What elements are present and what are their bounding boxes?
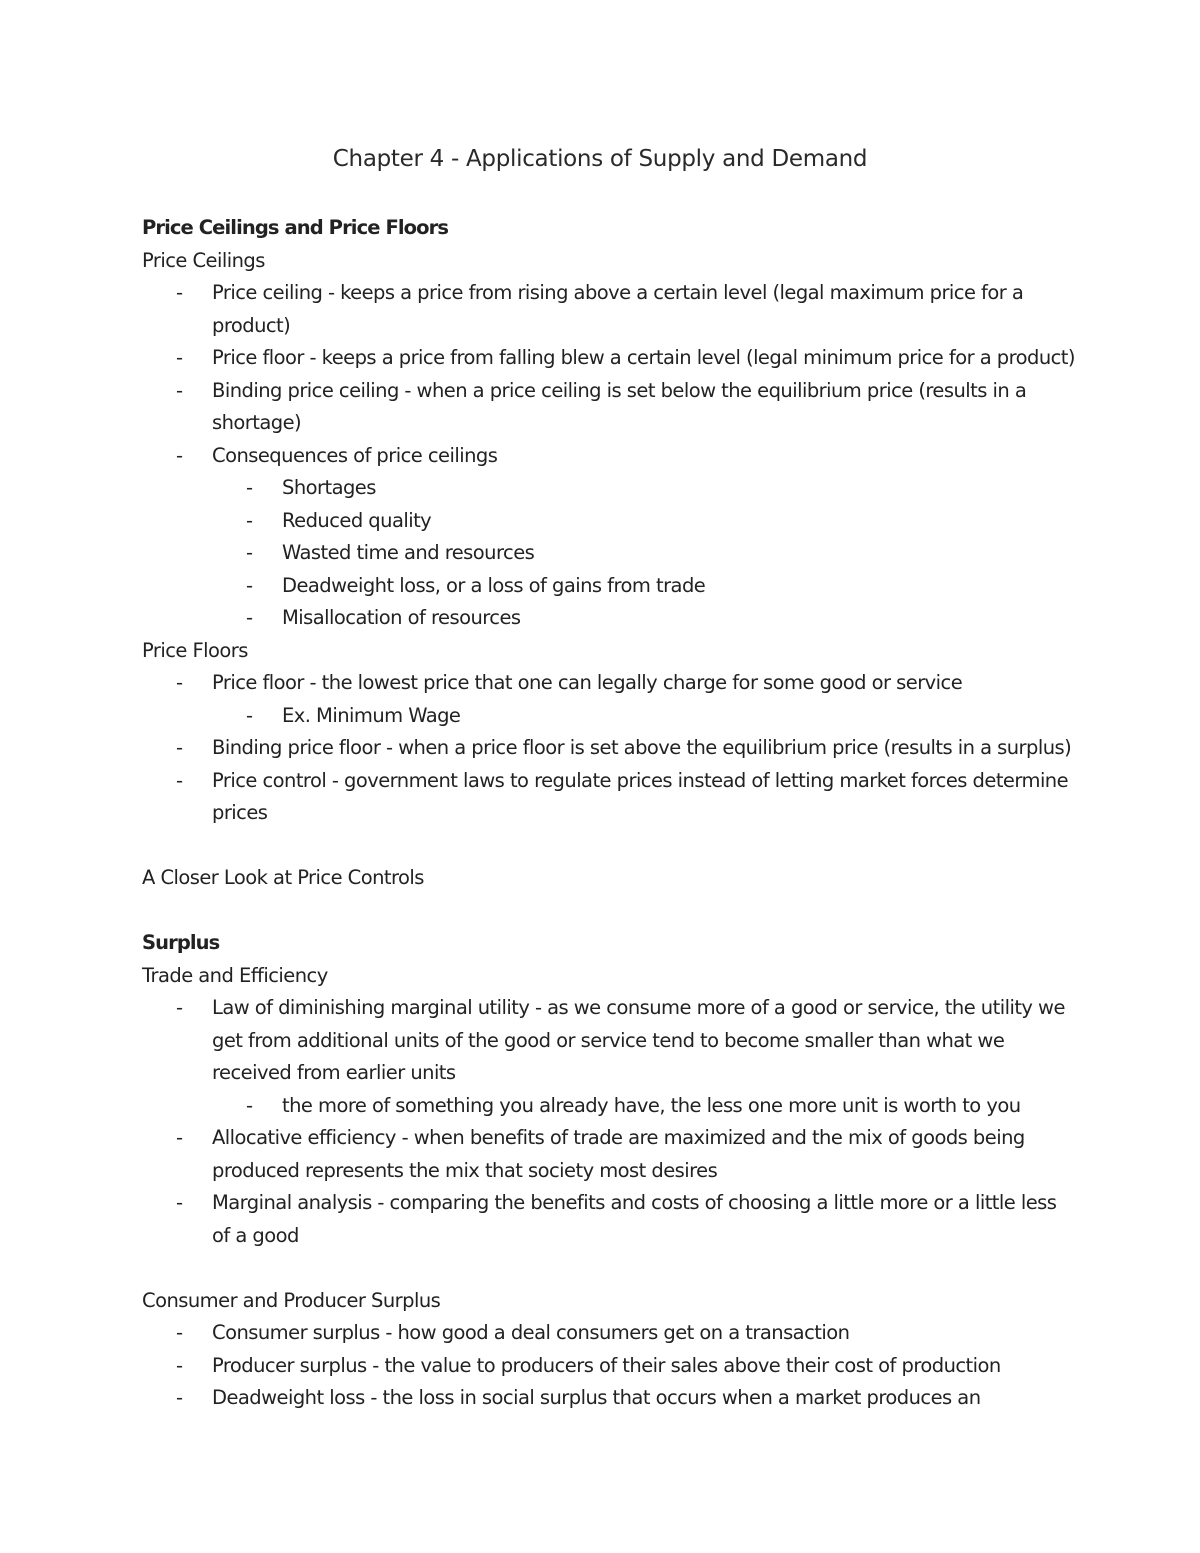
list-item-text: Reduced quality — [282, 508, 432, 532]
list-item-deadweight-loss — [142, 1382, 1072, 1415]
list-item-continuation — [142, 1057, 1072, 1090]
list-item-marginal-analysis — [142, 1187, 1072, 1220]
list-item-text: Consequences of price ceilings — [212, 443, 498, 467]
list-item-price-floor — [142, 342, 1075, 375]
document-title: Chapter 4 - Applications of Supply and Demand — [332, 146, 868, 172]
list-item-allocative-efficiency — [142, 1122, 1072, 1155]
sub-list-item-minimum-wage — [142, 700, 1072, 733]
list-item-producer-surplus — [142, 1350, 1072, 1383]
bullet-dash: - — [246, 703, 253, 727]
bullet-dash: - — [176, 281, 183, 304]
bullet-dash: - — [246, 1093, 253, 1117]
list-item-text: produced represents the mix that society most desires — [212, 1158, 718, 1182]
sub-list-item-misallocation — [142, 602, 1072, 635]
list-item-text: Price ceiling - keeps a price from rising above a certain level (legal maximum price for a — [212, 281, 1024, 304]
bullet-dash: - — [176, 1386, 183, 1409]
list-item-text: shortage) — [212, 411, 302, 434]
subheading-price-floors: Price Floors — [142, 638, 248, 662]
bullet-dash: - — [246, 606, 253, 629]
bullet-dash: - — [176, 1191, 183, 1214]
list-item-continuation — [142, 310, 1072, 343]
list-item-continuation — [142, 407, 1072, 440]
list-item-text: received from earlier units — [212, 1061, 456, 1084]
list-item-binding-price-floor — [142, 732, 1072, 765]
section-heading-surplus: Surplus — [142, 931, 220, 954]
bullet-dash: - — [246, 508, 253, 532]
bullet-dash: - — [246, 573, 253, 597]
list-item-text: Wasted time and resources — [282, 541, 535, 564]
list-item-text: Consumer surplus - how good a deal consumers get on a transaction — [212, 1321, 850, 1344]
list-item-text: Marginal analysis - comparing the benefits and costs of choosing a little more or a little less — [212, 1191, 1057, 1214]
list-item-text: Law of diminishing marginal utility - as we consume more of a good or service, the utility we — [212, 996, 1065, 1019]
list-item-consumer-surplus — [142, 1317, 1072, 1350]
list-item-continuation — [142, 1025, 1072, 1058]
list-item-text: Misallocation of resources — [282, 606, 521, 629]
list-item-text: Price floor - the lowest price that one can legally charge for some good or service — [212, 671, 963, 694]
list-item-continuation — [142, 1155, 1072, 1188]
subheading-closer-look: A Closer Look at Price Controls — [142, 866, 424, 889]
list-item-text: Deadweight loss - the loss in social surplus that occurs when a market produces an — [212, 1386, 981, 1409]
list-item-text: the more of something you already have, the less one more unit is worth to you — [282, 1093, 1021, 1117]
list-item-price-floor-definition — [142, 667, 1072, 700]
bullet-dash: - — [176, 768, 183, 792]
bullet-dash: - — [176, 346, 183, 369]
sub-list-item-reduced-quality — [142, 505, 1072, 538]
list-item-price-ceiling — [142, 277, 1072, 310]
list-item-text: Allocative efficiency - when benefits of trade are maximized and the mix of goods being — [212, 1126, 1025, 1149]
list-item-continuation — [142, 1220, 1072, 1253]
list-item-continuation — [142, 797, 1072, 830]
list-item-diminishing-utility — [142, 992, 1072, 1025]
bullet-dash: - — [176, 1353, 183, 1377]
list-item-text: prices — [212, 801, 268, 824]
list-item-consequences — [142, 440, 1072, 473]
sub-list-item-shortages — [142, 472, 1072, 505]
bullet-dash: - — [176, 996, 183, 1019]
bullet-dash: - — [176, 736, 183, 759]
list-item-text: get from additional units of the good or service tend to become smaller than what we — [212, 1028, 1005, 1052]
document-body — [142, 212, 1075, 1415]
blank-line — [142, 830, 1072, 863]
section-heading-price-ceilings-floors: Price Ceilings and Price Floors — [142, 216, 449, 239]
subheading-price-ceilings: Price Ceilings — [142, 248, 265, 272]
list-item-text: Price control - government laws to regulate prices instead of letting market forces determine — [212, 768, 1069, 792]
bullet-dash: - — [176, 1321, 183, 1344]
subheading-trade-efficiency: Trade and Efficiency — [142, 963, 328, 987]
list-item-text: Shortages — [282, 476, 376, 499]
sub-list-item-more-of-something — [142, 1090, 1072, 1123]
bullet-dash: - — [176, 671, 183, 694]
list-item-price-control — [142, 765, 1072, 798]
sub-list-item-wasted-time — [142, 537, 1072, 570]
list-item-text: Producer surplus - the value to producers of their sales above their cost of production — [212, 1353, 1001, 1377]
bullet-dash: - — [176, 1126, 183, 1149]
blank-line — [142, 895, 1072, 928]
list-item-binding-price-ceiling — [142, 375, 1072, 408]
list-item-text: Deadweight loss, or a loss of gains from trade — [282, 573, 706, 597]
subheading-consumer-producer-surplus: Consumer and Producer Surplus — [142, 1288, 441, 1312]
list-item-text: of a good — [212, 1223, 299, 1247]
list-item-text: product) — [212, 313, 291, 337]
bullet-dash: - — [176, 443, 183, 467]
list-item-text: Binding price ceiling - when a price ceiling is set below the equilibrium price (results in a — [212, 378, 1027, 402]
list-item-text: Price floor - keeps a price from falling blew a certain level (legal minimum price for a product) — [212, 346, 1075, 369]
blank-line — [142, 1252, 1072, 1285]
list-item-text: Binding price floor - when a price floor is set above the equilibrium price (results in a surplus) — [212, 736, 1072, 759]
bullet-dash: - — [176, 378, 183, 402]
list-item-text: Ex. Minimum Wage — [282, 703, 461, 727]
bullet-dash: - — [246, 476, 253, 499]
sub-list-item-deadweight-loss — [142, 570, 1072, 603]
bullet-dash: - — [246, 541, 253, 564]
